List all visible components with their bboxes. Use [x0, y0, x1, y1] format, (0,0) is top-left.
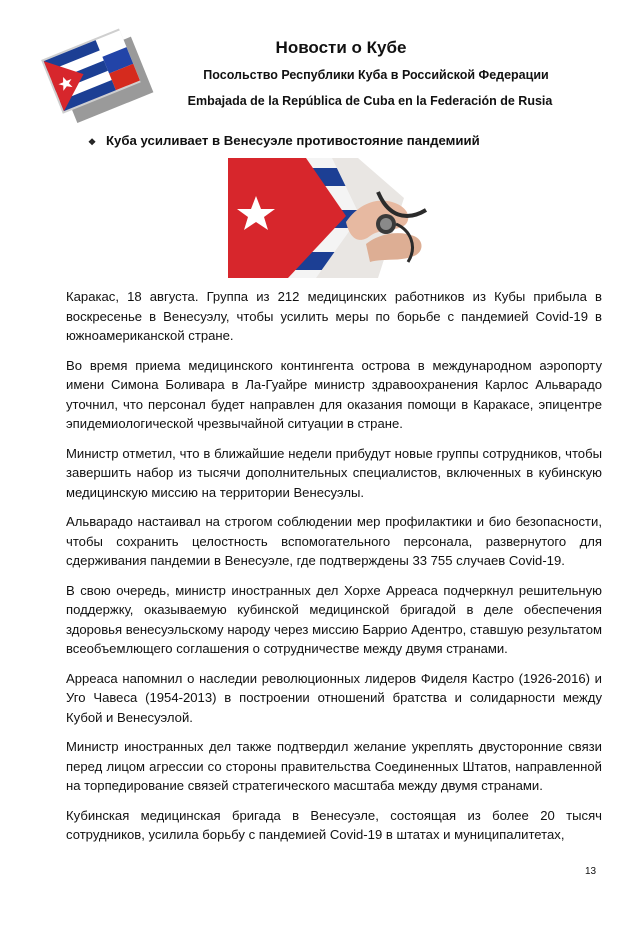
- embassy-name-spanish: Embajada de la República de Cuba en la Federación de Rusia: [187, 94, 553, 108]
- article-paragraph: Альварадо настаивал на строгом соблюдении мер профилактики и био безопасности, чтобы сохранить целостность вспомогательного персонала, развернутого для сдерживания пандемии в Венесуэле, где подтверждены 33 755 случаев Covid-19.: [66, 514, 602, 568]
- cuba-russia-flags-logo: [40, 28, 156, 128]
- diamond-bullet-icon: ❖: [88, 136, 97, 147]
- page-number: 13: [585, 866, 597, 877]
- article-paragraph: В свою очередь, министр иностранных дел Хорхе Арреаса подчеркнул решительную поддержку, оказываемую кубинской медицинской бригадой в деле обеспечения здоровья венесуэльскому народу через миссию Баррио Адентро, ставшую результатом всеобъемлющего соглашения о сотрудничестве между двумя странами.: [66, 582, 602, 656]
- article-paragraph: Арреаса напомнил о наследии революционных лидеров Фиделя Кастро (1926-2016) и Уго Чавеса (1954-2013) в построении отношений братства и солидарности между Кубой и Венесуэлой.: [66, 670, 602, 725]
- newsletter-title: Новости о Кубе: [275, 38, 407, 57]
- article-paragraph: Во время приема медицинского контингента острова в международном аэропорту имени Симона Боливара в Ла-Гуайре министр здравоохранения Карлос Альварадо уточнил, что персонал будет направлен для оказания помощи в Каракасе, эпицентре эпидемиологической чрезвычайной ситуации в стране.: [66, 357, 602, 431]
- embassy-name-russian: Посольство Республики Куба в Российской Федерации: [203, 68, 549, 82]
- cuban-flag-stethoscope-photo: [228, 158, 440, 278]
- article-paragraph: Министр иностранных дел также подтвердил желание укреплять двусторонние связи перед лицом агрессии со стороны правительства Соединенных Штатов, направленной на торпедирование связей стратегического масштаба между двумя странами.: [66, 739, 602, 793]
- article-headline-row: [88, 133, 480, 148]
- article-headline: Куба усиливает в Венесуэле противостояние пандемиий: [106, 133, 480, 148]
- article-body: [66, 287, 602, 855]
- article-paragraph: Министр отметил, что в ближайшие недели прибудут новые группы сотрудников, чтобы завершить набор из тысячи дополнительных специалистов, включенных в кубинскую медицинскую миссию на территории Венесуэлы.: [66, 445, 602, 500]
- article-paragraph: Каракас, 18 августа. Группа из 212 медицинских работников из Кубы прибыла в воскресенье в Венесуэлу, чтобы усилить меры по борьбе с пандемией Covid-19 в южноамериканской стране.: [66, 289, 602, 343]
- article-paragraph: Кубинская медицинская бригада в Венесуэле, состоящая из более 20 тысяч сотрудников, усилила борьбу с пандемией Covid-19 в штатах и муниципалитетах,: [66, 807, 602, 842]
